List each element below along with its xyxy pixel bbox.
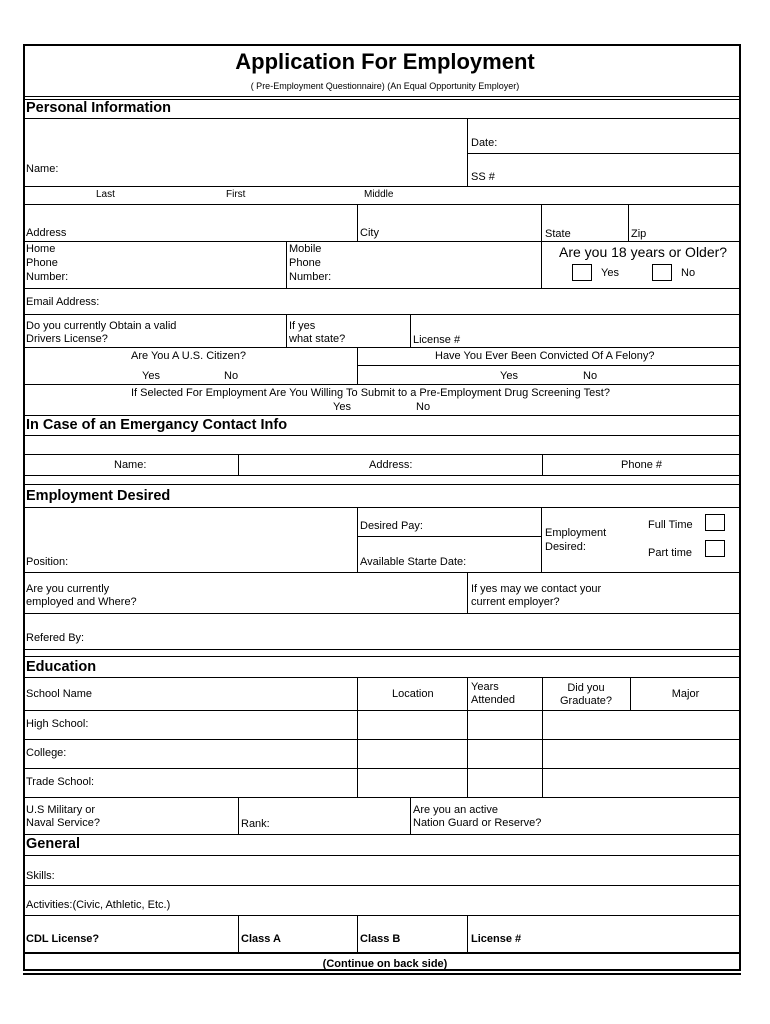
divider xyxy=(238,797,239,834)
age-no-label: No xyxy=(681,267,696,279)
divider xyxy=(467,572,468,613)
bottom-rule xyxy=(23,973,741,975)
section-heading-general: General xyxy=(26,836,80,852)
continue-note: (Continue on back side) xyxy=(322,958,448,970)
military-label: U.S Military or Naval Service? xyxy=(26,804,100,829)
citizen-no-label: No xyxy=(224,370,239,382)
divider xyxy=(467,118,468,186)
divider xyxy=(357,507,358,572)
divider xyxy=(238,454,239,475)
emergency-address-label: Address: xyxy=(369,459,413,471)
citizen-yes-label: Yes xyxy=(142,370,160,382)
full-time-label: Full Time xyxy=(648,519,693,531)
section-heading-emergency: In Case of an Emergancy Contact Info xyxy=(26,417,288,433)
class-a-label: Class A xyxy=(241,933,281,945)
currently-employed-label: Are you currently employed and Where? xyxy=(26,583,137,608)
guard-label: Are you an active Nation Guard or Reserve? xyxy=(413,804,542,829)
drug-no-label: No xyxy=(416,401,431,413)
divider xyxy=(23,649,741,650)
class-b-label: Class B xyxy=(360,933,401,945)
divider xyxy=(357,536,541,537)
divider xyxy=(23,797,741,798)
divider xyxy=(23,454,741,455)
age-no-checkbox[interactable] xyxy=(652,264,672,281)
license-number-label: License # xyxy=(413,334,461,346)
age-yes-checkbox[interactable] xyxy=(572,264,592,281)
divider xyxy=(467,677,468,797)
edu-row-trade-school: Trade School: xyxy=(26,776,95,788)
page-subtitle: ( Pre-Employment Questionnaire) (An Equal Opportunity Employer) xyxy=(250,81,520,91)
home-phone-label: Home Phone Number: xyxy=(26,243,69,283)
divider xyxy=(541,204,542,288)
last-name-label: Last xyxy=(96,189,115,200)
col-school-name: School Name xyxy=(26,688,93,700)
divider xyxy=(467,153,741,154)
age-yes-label: Yes xyxy=(601,267,619,279)
start-date-label: Available Starte Date: xyxy=(360,556,467,568)
email-label: Email Address: xyxy=(26,296,100,308)
divider xyxy=(628,204,629,241)
edu-row-high-school: High School: xyxy=(26,718,89,730)
divider xyxy=(23,768,741,769)
divider xyxy=(23,834,741,835)
divider xyxy=(23,572,741,573)
ss-label: SS # xyxy=(471,171,495,183)
col-years-attended: Years Attended xyxy=(471,681,516,706)
divider xyxy=(357,204,358,241)
divider xyxy=(23,475,741,476)
divider xyxy=(23,952,741,954)
activities-label: Activities:(Civic, Athletic, Etc.) xyxy=(26,899,171,911)
divider xyxy=(23,710,741,711)
city-label: City xyxy=(360,227,379,239)
cdl-number-label: License # xyxy=(471,933,522,945)
section-heading-education: Education xyxy=(26,659,97,675)
divider xyxy=(286,241,287,288)
divider xyxy=(23,347,741,348)
page-title: Application For Employment xyxy=(235,49,535,74)
first-name-label: First xyxy=(226,189,246,200)
employment-desired-label: Employment Desired: xyxy=(545,527,607,553)
name-label: Name: xyxy=(26,163,59,175)
divider xyxy=(238,915,239,952)
divider xyxy=(541,507,542,572)
date-label: Date: xyxy=(471,137,498,149)
skills-label: Skills: xyxy=(26,870,55,882)
felony-question: Have You Ever Been Convicted Of A Felony? xyxy=(435,350,655,362)
contact-employer-label: If yes may we contact your current employer? xyxy=(471,583,602,608)
divider xyxy=(23,613,741,614)
divider xyxy=(357,915,358,952)
desired-pay-label: Desired Pay: xyxy=(360,520,423,532)
divider xyxy=(23,241,741,242)
position-label: Position: xyxy=(26,556,69,568)
divider xyxy=(23,384,741,385)
col-graduated: Did you Graduate? xyxy=(560,682,612,707)
middle-name-label: Middle xyxy=(364,189,394,200)
divider xyxy=(23,314,741,315)
divider xyxy=(357,677,358,797)
divider xyxy=(542,454,543,475)
referred-by-label: Refered By: xyxy=(26,632,85,644)
cdl-license-label: CDL License? xyxy=(26,933,100,945)
divider xyxy=(23,186,741,187)
emergency-phone-label: Phone # xyxy=(621,459,662,471)
divider xyxy=(23,885,741,886)
edu-row-college: College: xyxy=(26,747,67,759)
col-major: Major xyxy=(671,688,700,700)
zip-label: Zip xyxy=(631,228,647,240)
divider xyxy=(23,855,741,856)
section-heading-personal: Personal Information xyxy=(26,100,172,116)
divider xyxy=(23,677,741,678)
divider xyxy=(286,314,287,347)
divider xyxy=(23,415,741,416)
felony-no-label: No xyxy=(583,370,598,382)
divider xyxy=(23,118,741,119)
divider xyxy=(23,915,741,916)
citizen-question: Are You A U.S. Citizen? xyxy=(131,350,246,362)
divider xyxy=(467,915,468,952)
part-time-checkbox[interactable] xyxy=(705,540,725,557)
drug-test-question: If Selected For Employment Are You Willing To Submit to a Pre-Employment Drug Screening Test? xyxy=(131,387,610,399)
mobile-phone-label: Mobile Phone Number: xyxy=(289,243,332,283)
part-time-label: Part time xyxy=(648,547,693,559)
license-question: Do you currently Obtain a valid Drivers License? xyxy=(26,320,177,345)
license-state-label: If yes what state? xyxy=(289,320,346,345)
emergency-name-label: Name: xyxy=(114,459,147,471)
rank-label: Rank: xyxy=(241,818,270,830)
divider xyxy=(23,288,741,289)
divider xyxy=(23,507,741,508)
divider xyxy=(23,435,741,436)
address-label: Address xyxy=(26,227,67,239)
state-label: State xyxy=(545,228,571,240)
drug-yes-label: Yes xyxy=(333,401,351,413)
divider xyxy=(23,656,741,657)
age-question: Are you 18 years or Older? xyxy=(559,244,728,260)
divider xyxy=(410,797,411,834)
divider xyxy=(23,739,741,740)
divider xyxy=(23,96,741,97)
section-heading-employment: Employment Desired xyxy=(26,488,171,504)
divider xyxy=(23,484,741,485)
divider xyxy=(410,314,411,347)
col-location: Location xyxy=(392,688,434,700)
divider xyxy=(23,204,741,205)
full-time-checkbox[interactable] xyxy=(705,514,725,531)
divider xyxy=(357,365,741,366)
felony-yes-label: Yes xyxy=(500,370,518,382)
